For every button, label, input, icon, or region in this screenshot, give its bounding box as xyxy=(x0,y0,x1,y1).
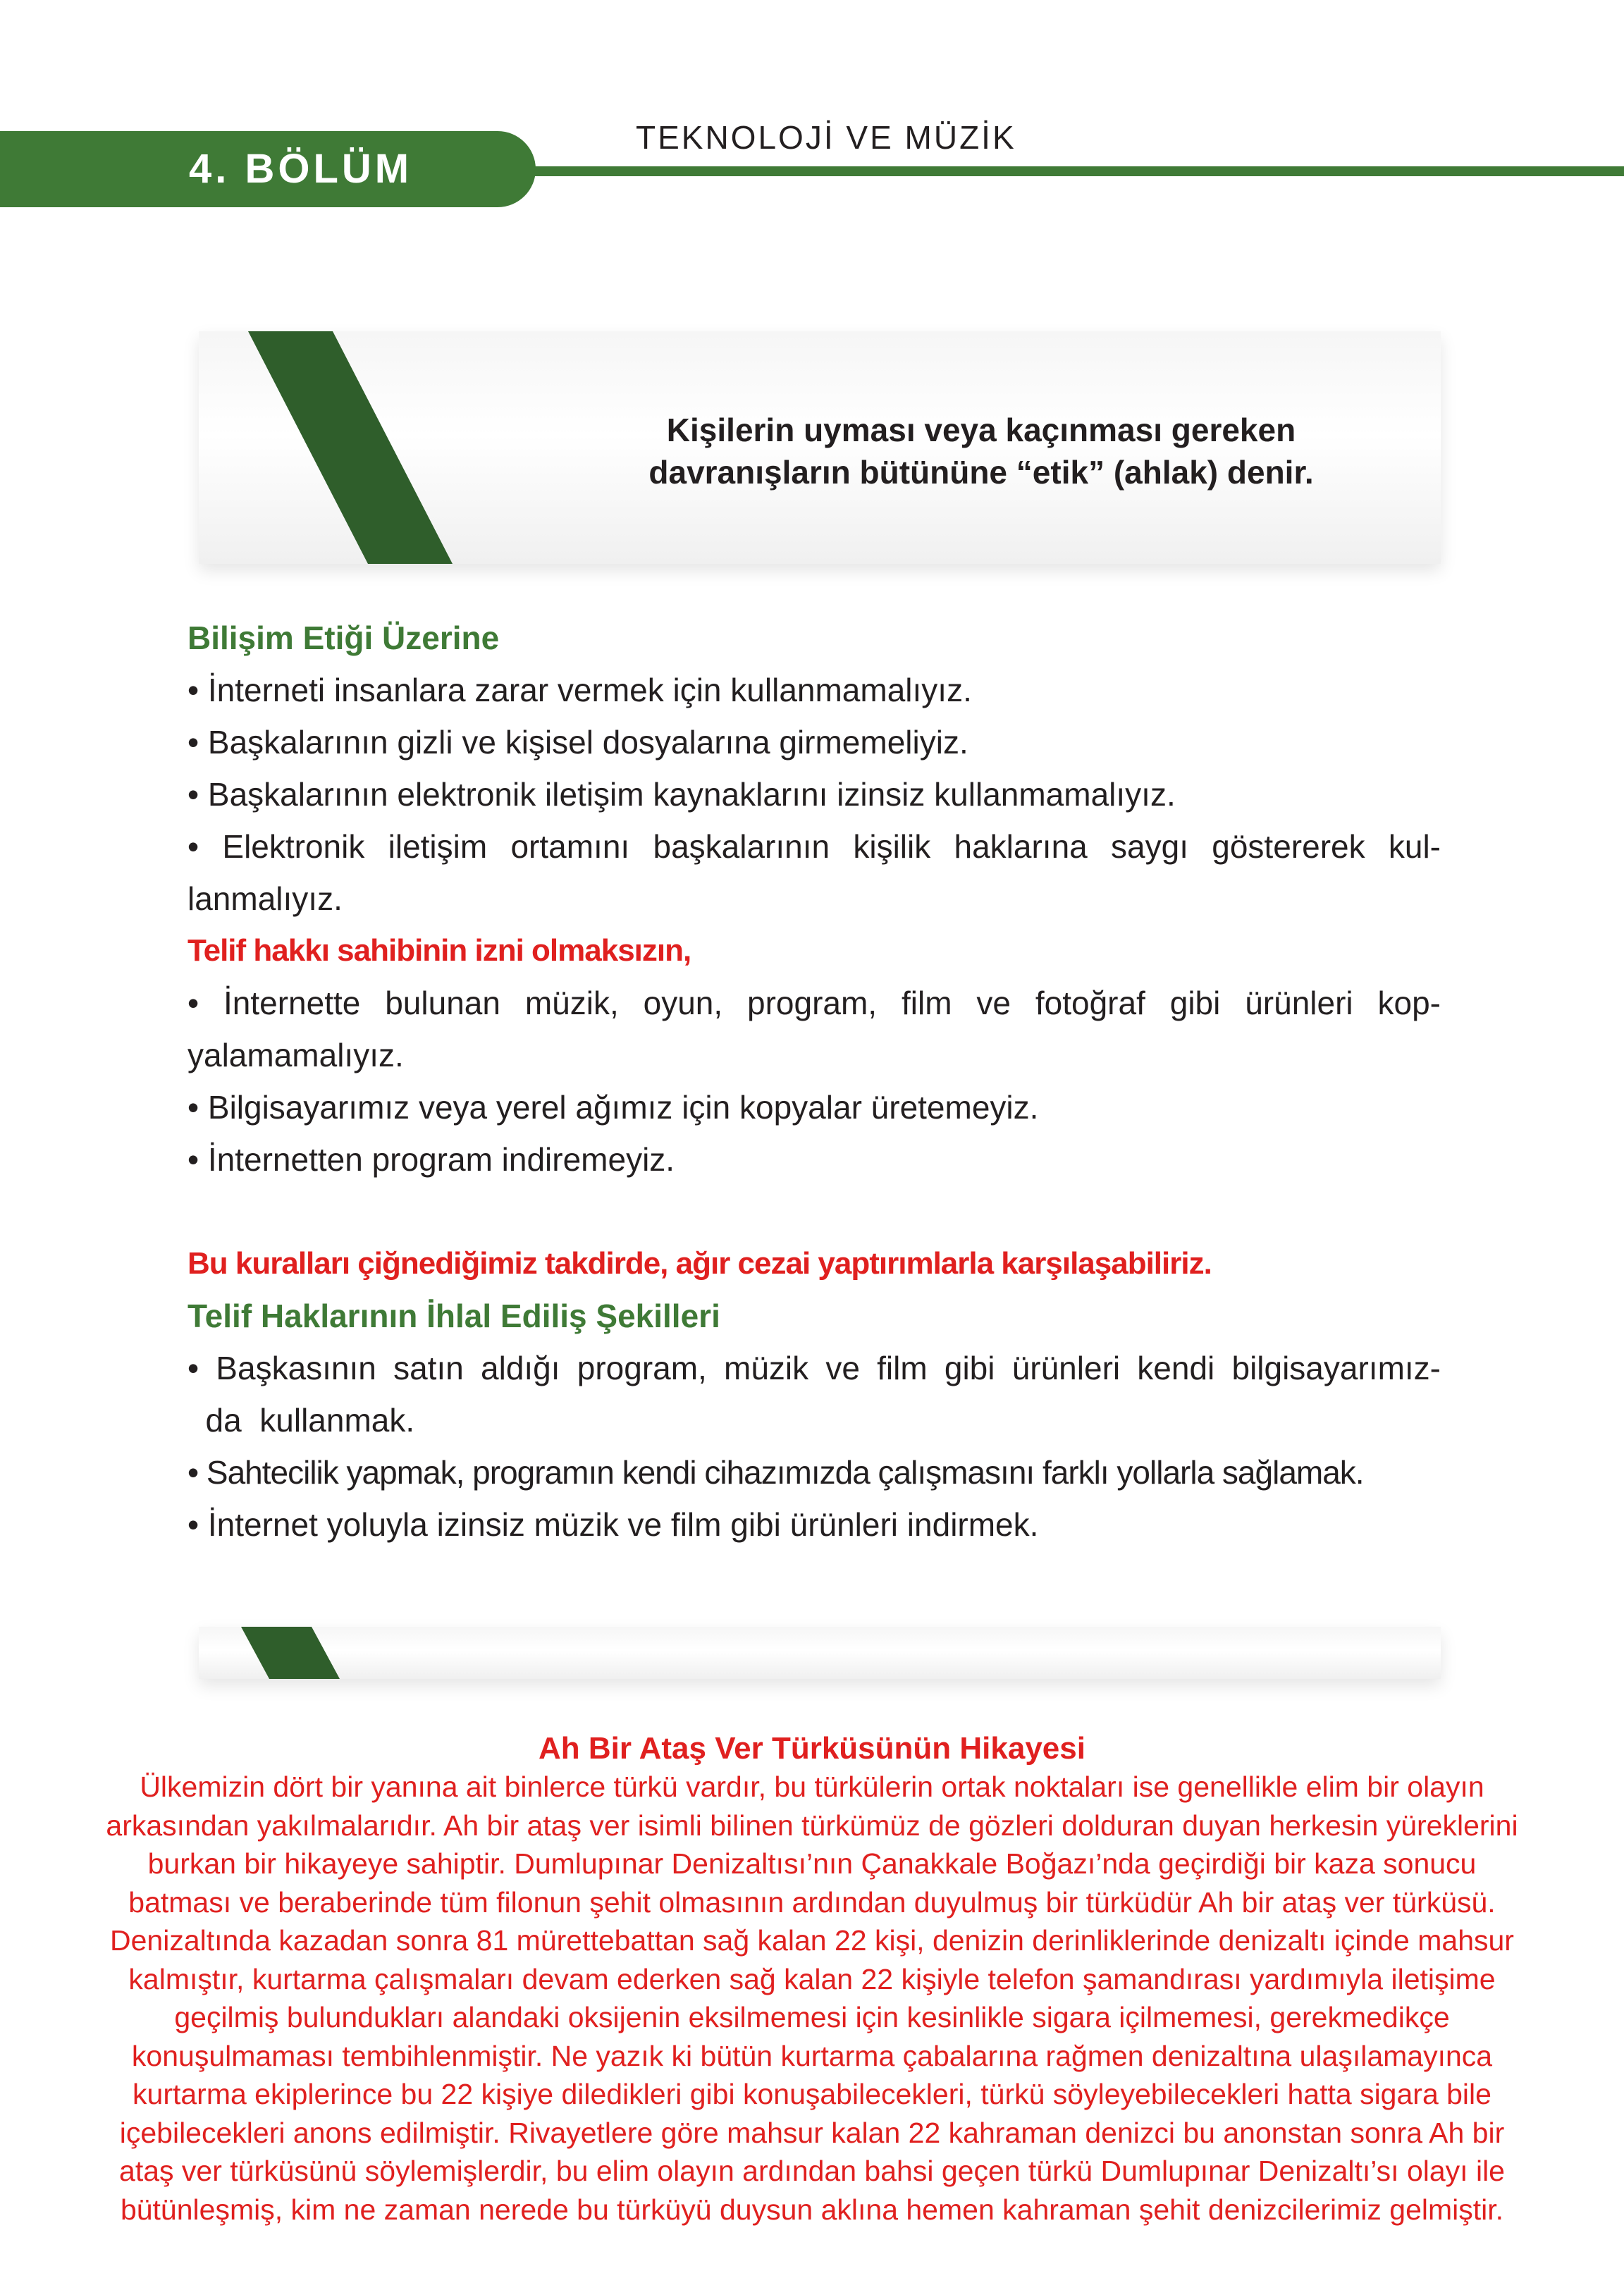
list-item-continuation: da kullanmak. xyxy=(187,1402,415,1439)
story-card xyxy=(199,1627,1441,1679)
story-line: Ülkemizin dört bir yanına ait binlerce türkü vardır, bu türkülerin ortak noktaları ise genellikle elim bir olayın xyxy=(140,1771,1484,1803)
story-line: arkasından yakılmalarıdır. Ah bir ataş ver isimli bilinen türkümüz de gözleri dolduran duyan herkesin yüreklerini xyxy=(106,1809,1518,1842)
definition-card xyxy=(199,331,1441,564)
story-line: burkan bir hikayeye sahiptir. Dumlupınar Denizaltısı’nın Çanakkale Boğazı’nda geçirdiği bir kaza sonucu xyxy=(147,1847,1477,1880)
list-item: • Elektronik iletişim ortamını başkalarının kişilik haklarına saygı göstererek kul- xyxy=(187,828,1441,865)
violations-heading: Telif Haklarının İhlal Ediliş Şekilleri xyxy=(187,1298,720,1334)
header-rule xyxy=(522,166,1624,176)
story-section xyxy=(28,1730,1596,2229)
list-item-continuation: lanmalıyız. xyxy=(187,880,343,917)
story-line: geçilmiş bulundukları alandaki oksijenin eksilmemesi için kesinlikle sigara içilmemesi, gerekmedikçe xyxy=(174,2001,1450,2033)
definition-line: davranışların bütününe “etik” (ahlak) denir. xyxy=(648,454,1314,491)
card-stripe xyxy=(199,331,495,564)
copyright-heading: Telif hakkı sahibinin izni olmaksızın, xyxy=(187,933,691,968)
list-item: • Başkalarının gizli ve kişisel dosyalarına girmemeliyiz. xyxy=(187,724,968,761)
list-item: • Sahtecilik yapmak, programın kendi cihazımızda çalışmasını farklı yollarla sağlamak. xyxy=(187,1454,1364,1491)
spacer xyxy=(187,1186,1441,1238)
story-title: Ah Bir Ataş Ver Türküsünün Hikayesi xyxy=(539,1731,1085,1766)
warning-text: Bu kuralları çiğnediğimiz takdirde, ağır cezai yaptırımlarla karşılaşabiliriz. xyxy=(187,1246,1212,1281)
story-line: konuşulmaması tembihlenmiştir. Ne yazık ki bütün kurtarma çabalarına rağmen denizaltına ulaşılamayınca xyxy=(131,2039,1493,2072)
story-line: içebilecekleri anons edilmiştir. Rivayetlere göre mahsur kalan 22 kahraman denizci bu anonstan sonra Ah bir xyxy=(119,2116,1505,2149)
ethics-heading: Bilişim Etiği Üzerine xyxy=(187,620,500,656)
list-item: • Bilgisayarımız veya yerel ağımız için kopyalar üretemeyiz. xyxy=(187,1089,1039,1126)
list-item: • İnternette bulunan müzik, oyun, program, film ve fotoğraf gibi ürünleri kop- xyxy=(187,985,1441,1021)
story-line: ataş ver türküsünü söylemişlerdir, bu elim olayın ardından bahsi geçen türkü Dumlupınar Denizaltı’sı olayı ile xyxy=(119,2155,1505,2187)
running-title: TEKNOLOJİ VE MÜZİK xyxy=(636,119,1016,156)
list-item: • Başkalarının elektronik iletişim kaynaklarını izinsiz kullanmamalıyız. xyxy=(187,776,1176,813)
list-item: • İnterneti insanlara zarar vermek için kullanmamalıyız. xyxy=(187,672,972,708)
section-label: 4. BÖLÜM xyxy=(189,146,413,192)
story-line: batması ve beraberinde tüm filonun şehit olmasının ardından duyulmuş bir türküdür Ah bir ataş ver türküsü. xyxy=(128,1885,1496,1919)
story-line: kalmıştır, kurtarma çalışmaları devam ederken sağ kalan 22 kişiyle telefon şamandırası yardımıyla iletişime xyxy=(128,1962,1496,1995)
list-item: • İnternetten program indiremeyiz. xyxy=(187,1141,675,1178)
story-line: bütünleşmiş, kim ne zaman nerede bu türküyü duysun aklına hemen kahraman şehit denizcilerimiz gelmiştir. xyxy=(120,2193,1504,2226)
card-stripe xyxy=(199,1627,382,1679)
definition-line: Kişilerin uyması veya kaçınması gereken xyxy=(666,412,1296,448)
story-line: Denizaltında kazadan sonra 81 mürettebattan sağ kalan 22 kişi, denizin derinliklerinde denizaltı içinde mahsur xyxy=(110,1924,1514,1957)
list-item-continuation: yalamamalıyız. xyxy=(187,1037,404,1073)
definition-text xyxy=(593,409,1369,493)
list-item: • Başkasının satın aldığı program, müzik ve film gibi ürünleri kendi bilgisayarımız- xyxy=(187,1350,1441,1386)
main-content xyxy=(187,612,1441,1551)
list-item: • İnternet yoluyla izinsiz müzik ve film gibi ürünleri indirmek. xyxy=(187,1506,1039,1543)
story-line: kurtarma ekiplerince bu 22 kişiye diledikleri gibi konuşabilecekleri, türkü söyleyebilecekleri hatta sigara bile xyxy=(133,2078,1491,2110)
